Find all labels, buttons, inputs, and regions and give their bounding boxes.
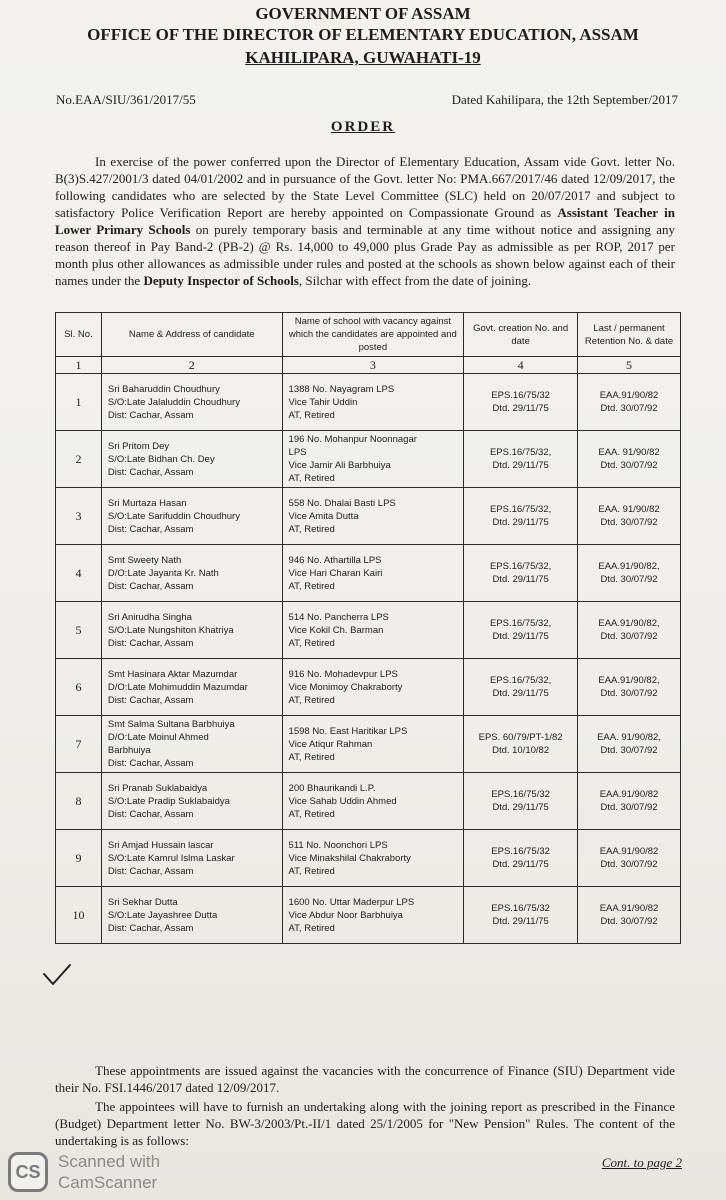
cell-retention-line: EAA.91/90/82 bbox=[599, 390, 659, 401]
para1-text-b: on purely temporary basis and terminable at any time without notice and assigning any reason thereof in Pay Band-2 (PB-2) @ Rs. 14,000 to 49,000 plus Grade Pay as admissible as per ROP, 2017 per month plus other allowances as admissible under rules and posted at the schools as shown below against each of their names under the bbox=[55, 222, 676, 288]
cell-name-line: Sri Murtaza Hasan bbox=[107, 497, 187, 509]
para1-text-a: In exercise of the power conferred upon the Director of Elementary Education, Assam vide Govt. letter No. B(3)S.427/2001/3 dated 04/01/2002 and in pursuance of the Govt. letter No: PMA.667/2017/46 dated 12/09/2017, the following candidates who are selected by the State Level Committee (SLC) held on 20/07/2017 and subject to satisfactory Police Verification Report are hereby appointed on Compassionate Ground as bbox=[55, 154, 675, 220]
cell-retention-line: Dtd. 30/07/92 bbox=[600, 745, 658, 756]
table-column-number-row bbox=[56, 357, 681, 374]
table-row bbox=[56, 374, 681, 431]
cell-creation-line: EPS.16/75/32, bbox=[489, 447, 552, 458]
table-row bbox=[56, 545, 681, 602]
cell-retention bbox=[578, 545, 681, 602]
cell-name-line: Dist: Cachar, Assam bbox=[107, 580, 194, 592]
cell-school-line: AT, Retired bbox=[288, 473, 335, 484]
cell-name-line: Dist: Cachar, Assam bbox=[107, 637, 194, 649]
cell-retention bbox=[578, 374, 681, 431]
cell-retention bbox=[578, 887, 681, 944]
cell-school-line: AT, Retired bbox=[288, 637, 335, 649]
cell-sl: 3 bbox=[56, 488, 102, 545]
cell-creation bbox=[464, 488, 578, 545]
header-creation: Govt. creation No. and date bbox=[464, 313, 578, 357]
cell-retention-line: Dtd. 30/07/92 bbox=[600, 802, 658, 813]
table-body bbox=[56, 374, 681, 944]
cell-retention-line: EAA.91/90/82, bbox=[598, 561, 660, 572]
cell-creation-line: EPS.16/75/32, bbox=[489, 618, 552, 629]
cell-name-line: Dist: Cachar, Assam bbox=[107, 922, 194, 934]
cell-creation-line: Dtd. 29/11/75 bbox=[492, 859, 549, 870]
cell-name-line: Smt Sweety Nath bbox=[107, 554, 182, 566]
cell-school bbox=[282, 374, 464, 431]
cell-sl: 10 bbox=[56, 887, 102, 944]
table-row bbox=[56, 488, 681, 545]
table-header-row bbox=[56, 313, 681, 357]
cell-sl: 7 bbox=[56, 716, 102, 773]
cell-school-line: 558 No. Dhalai Basti LPS bbox=[288, 497, 396, 509]
table-row bbox=[56, 773, 681, 830]
cell-school-line: 916 No. Mohadevpur LPS bbox=[288, 668, 398, 680]
cell-name-line: D/O:Late Moinul Ahmed bbox=[107, 732, 209, 743]
cell-name bbox=[101, 830, 282, 887]
cell-school-line: Vice Monimoy Chakraborty bbox=[288, 681, 403, 693]
header-sl: Sl. No. bbox=[56, 313, 102, 357]
cell-name-line: Barbhuiya bbox=[107, 745, 151, 756]
cell-creation bbox=[464, 659, 578, 716]
cell-name-line: Dist: Cachar, Assam bbox=[107, 409, 194, 421]
table-row bbox=[56, 431, 681, 488]
cell-name bbox=[101, 773, 282, 830]
cell-retention-line: Dtd. 30/07/92 bbox=[600, 631, 658, 642]
cell-school-line: Vice Jamir Ali Barbhuiya bbox=[288, 460, 391, 471]
para1-text-c: , Silchar with effect from the date of joining. bbox=[298, 273, 532, 288]
cell-creation bbox=[464, 602, 578, 659]
cell-school-line: AT, Retired bbox=[288, 694, 335, 706]
cell-creation-line: Dtd. 29/11/75 bbox=[492, 688, 549, 699]
cell-retention-line: Dtd. 30/07/92 bbox=[600, 403, 658, 414]
cell-retention-line: EAA.91/90/82, bbox=[598, 618, 660, 629]
cell-name-line: D/O:Late Jayanta Kr. Nath bbox=[107, 567, 219, 579]
cell-name-line: Sri Pritom Dey bbox=[107, 440, 170, 452]
cell-creation-line: Dtd. 29/11/75 bbox=[492, 916, 549, 927]
cell-school-line: AT, Retired bbox=[288, 922, 335, 934]
cell-creation-line: EPS.16/75/32 bbox=[491, 903, 550, 914]
camscanner-logo-icon: CS bbox=[8, 1152, 48, 1192]
cell-creation-line: EPS.16/75/32 bbox=[491, 390, 550, 401]
cell-school-line: Vice Amita Dutta bbox=[288, 510, 359, 522]
col-number: 2 bbox=[101, 357, 282, 374]
order-paragraph-main bbox=[55, 153, 675, 289]
cell-name-line: Sri Amjad Hussain lascar bbox=[107, 839, 214, 851]
para1-bold-inspector: Deputy Inspector of Schools bbox=[143, 273, 299, 288]
cell-name bbox=[101, 488, 282, 545]
cell-retention-line: EAA.91/90/82 bbox=[599, 903, 659, 914]
cell-school-line: 1600 No. Uttar Maderpur LPS bbox=[288, 896, 415, 908]
cell-sl: 9 bbox=[56, 830, 102, 887]
cell-name-line: S/O:Late Sarifuddin Choudhury bbox=[107, 510, 240, 522]
header-retention: Last / permanent Retention No. & date bbox=[578, 313, 681, 357]
cell-name-line: Dist: Cachar, Assam bbox=[107, 865, 194, 877]
cell-name-line: S/O:Late Bidhan Ch. Dey bbox=[107, 453, 215, 465]
cell-school-line: Vice Atiqur Rahman bbox=[288, 738, 373, 750]
cell-creation bbox=[464, 374, 578, 431]
cell-sl: 1 bbox=[56, 374, 102, 431]
cell-retention-line: EAA.91/90/82 bbox=[599, 846, 659, 857]
cell-school bbox=[282, 830, 464, 887]
cell-creation-line: EPS.16/75/32, bbox=[489, 561, 552, 572]
cell-retention bbox=[578, 659, 681, 716]
cell-creation bbox=[464, 773, 578, 830]
cell-name bbox=[101, 374, 282, 431]
cell-name-line: Dist: Cachar, Assam bbox=[107, 523, 194, 535]
col-number: 3 bbox=[282, 357, 464, 374]
cell-creation-line: Dtd. 29/11/75 bbox=[492, 574, 549, 585]
cell-name-line: Smt Hasinara Aktar Mazumdar bbox=[107, 668, 238, 680]
cell-creation-line: EPS.16/75/32 bbox=[491, 789, 550, 800]
cell-name-line: Dist: Cachar, Assam bbox=[107, 466, 194, 478]
cell-creation-line: EPS.16/75/32, bbox=[489, 675, 552, 686]
cell-creation bbox=[464, 887, 578, 944]
order-title: ORDER bbox=[330, 119, 396, 135]
cell-name-line: Sri Baharuddin Choudhury bbox=[107, 383, 220, 395]
cell-school-line: 511 No. Noonchori LPS bbox=[288, 839, 388, 851]
cell-school-line: AT, Retired bbox=[288, 751, 335, 763]
cell-retention-line: Dtd. 30/07/92 bbox=[600, 460, 658, 471]
cell-retention bbox=[578, 488, 681, 545]
cell-sl: 5 bbox=[56, 602, 102, 659]
cell-school bbox=[282, 545, 464, 602]
cell-school-line: Vice Hari Charan Kairi bbox=[288, 567, 383, 579]
col-number: 1 bbox=[56, 357, 102, 374]
col-number: 5 bbox=[578, 357, 681, 374]
cell-retention-line: Dtd. 30/07/92 bbox=[600, 916, 658, 927]
cell-retention-line: Dtd. 30/07/92 bbox=[600, 574, 658, 585]
table-row bbox=[56, 830, 681, 887]
cell-creation-line: Dtd. 29/11/75 bbox=[492, 631, 549, 642]
cell-school bbox=[282, 602, 464, 659]
cell-name bbox=[101, 716, 282, 773]
cell-retention-line: EAA. 91/90/82 bbox=[598, 504, 660, 515]
cell-creation-line: EPS. 60/79/PT-1/82 bbox=[478, 732, 563, 743]
cell-sl: 2 bbox=[56, 431, 102, 488]
table-row bbox=[56, 659, 681, 716]
cell-name bbox=[101, 431, 282, 488]
cell-retention-line: EAA.91/90/82 bbox=[599, 789, 659, 800]
cell-school-line: 1598 No. East Haritikar LPS bbox=[288, 725, 408, 737]
cell-creation-line: Dtd. 29/11/75 bbox=[492, 460, 549, 471]
cell-retention-line: Dtd. 30/07/92 bbox=[600, 688, 658, 699]
cell-name-line: D/O:Late Mohimuddin Mazumdar bbox=[107, 681, 248, 693]
cell-name-line: S/O:Late Pradip Suklabaidya bbox=[107, 795, 230, 807]
cell-school-line: AT, Retired bbox=[288, 409, 335, 421]
cell-retention bbox=[578, 830, 681, 887]
para1-bold-post: Assistant Teacher in Lower Primary Schools bbox=[55, 205, 675, 237]
header-address: KAHILIPARA, GUWAHATI-19 bbox=[245, 48, 481, 67]
header-name: Name & Address of candidate bbox=[101, 313, 282, 357]
table-row bbox=[56, 887, 681, 944]
order-paragraph-undertaking: The appointees will have to furnish an undertaking along with the joining report as prescribed in the Finance (Budget) Department letter No. BW-3/2003/Pt.-II/1 dated 25/1/2005 for "New Pension" Rules. The content of the undertaking is as follows: bbox=[55, 1099, 675, 1148]
cell-name-line: S/O:Late Kamrul Islma Laskar bbox=[107, 852, 235, 864]
candidates-table bbox=[55, 312, 681, 944]
cell-retention bbox=[578, 431, 681, 488]
cell-creation-line: Dtd. 29/11/75 bbox=[492, 403, 549, 414]
cell-name-line: S/O:Late Jalaluddin Choudhury bbox=[107, 396, 240, 408]
order-paragraph-finance: These appointments are issued against the vacancies with the concurrence of Finance (SIU) Department vide their No. FSI.1446/2017 dated 12/09/2017. bbox=[55, 1063, 675, 1095]
cell-school-line: Vice Minakshilal Chakraborty bbox=[288, 852, 411, 864]
cell-school bbox=[282, 773, 464, 830]
cell-creation-line: Dtd. 29/11/75 bbox=[492, 517, 549, 528]
cell-sl: 4 bbox=[56, 545, 102, 602]
handwritten-check-icon bbox=[42, 962, 72, 988]
cell-retention bbox=[578, 773, 681, 830]
cell-name-line: Dist: Cachar, Assam bbox=[107, 758, 194, 769]
col-number: 4 bbox=[464, 357, 578, 374]
cell-school bbox=[282, 887, 464, 944]
cell-name bbox=[101, 602, 282, 659]
table-row bbox=[56, 716, 681, 773]
header-school: Name of school with vacancy against which the candidates are appointed and posted bbox=[282, 313, 464, 357]
cell-retention-line: Dtd. 30/07/92 bbox=[600, 517, 658, 528]
cell-name-line: Sri Pranab Suklabaidya bbox=[107, 782, 208, 794]
cell-sl: 6 bbox=[56, 659, 102, 716]
cell-name bbox=[101, 887, 282, 944]
cell-name-line: S/O:Late Jayashree Dutta bbox=[107, 909, 218, 921]
cell-name-line: S/O:Late Nungshiton Khatriya bbox=[107, 624, 234, 636]
table-row bbox=[56, 602, 681, 659]
cell-sl: 8 bbox=[56, 773, 102, 830]
reference-date: Dated Kahilipara, the 12th September/2017 bbox=[451, 92, 678, 107]
cell-school-line: Vice Tahir Uddin bbox=[288, 396, 358, 408]
cell-school-line: Vice Sahab Uddin Ahmed bbox=[288, 795, 397, 807]
cell-name-line: Dist: Cachar, Assam bbox=[107, 694, 194, 706]
cell-creation-line: Dtd. 29/11/75 bbox=[492, 802, 549, 813]
cell-school-line: Vice Kokil Ch. Barman bbox=[288, 624, 384, 636]
cell-creation-line: Dtd. 10/10/82 bbox=[492, 745, 550, 756]
cell-name-line: Sri Sekhar Dutta bbox=[107, 896, 178, 908]
cell-school-line: Vice Abdur Noor Barbhuiya bbox=[288, 909, 403, 921]
cell-school-line: 514 No. Pancherra LPS bbox=[288, 611, 389, 623]
cell-school bbox=[282, 431, 464, 488]
cell-name-line: Sri Anirudha Singha bbox=[107, 611, 192, 623]
cell-retention bbox=[578, 716, 681, 773]
cell-name-line: Dist: Cachar, Assam bbox=[107, 808, 194, 820]
header-office: OFFICE OF THE DIRECTOR OF ELEMENTARY EDUCATION, ASSAM bbox=[87, 25, 639, 44]
cell-retention-line: Dtd. 30/07/92 bbox=[600, 859, 658, 870]
cell-name bbox=[101, 659, 282, 716]
cell-school-line: 196 No. Mohanpur Noonnagar bbox=[288, 434, 417, 445]
cell-retention-line: EAA. 91/90/82 bbox=[598, 447, 660, 458]
cell-creation bbox=[464, 830, 578, 887]
cell-school-line: LPS bbox=[288, 447, 307, 458]
cell-name bbox=[101, 545, 282, 602]
header-government: GOVERNMENT OF ASSAM bbox=[255, 4, 471, 23]
cell-creation bbox=[464, 431, 578, 488]
cell-creation-line: EPS.16/75/32, bbox=[489, 504, 552, 515]
cell-school-line: 200 Bhaurikandi L.P. bbox=[288, 782, 376, 794]
cell-school-line: 946 No. Athartilla LPS bbox=[288, 554, 382, 566]
cell-school-line: AT, Retired bbox=[288, 808, 335, 820]
reference-number: No.EAA/SIU/361/2017/55 bbox=[56, 92, 196, 107]
watermark-line1: Scanned with bbox=[58, 1152, 161, 1171]
cell-school-line: AT, Retired bbox=[288, 865, 335, 877]
watermark-line2: CamScanner bbox=[58, 1173, 158, 1192]
cell-school-line: AT, Retired bbox=[288, 523, 335, 535]
cell-name-line: Smt Salma Sultana Barbhuiya bbox=[107, 719, 235, 730]
continuation-note: Cont. to page 2 bbox=[601, 1155, 682, 1170]
cell-school bbox=[282, 488, 464, 545]
cell-creation bbox=[464, 545, 578, 602]
cell-school-line: AT, Retired bbox=[288, 580, 335, 592]
cell-school bbox=[282, 659, 464, 716]
cell-school bbox=[282, 716, 464, 773]
cell-school-line: 1388 No. Nayagram LPS bbox=[288, 383, 395, 395]
camscanner-watermark bbox=[58, 1151, 160, 1193]
cell-retention-line: EAA. 91/90/82, bbox=[597, 732, 661, 743]
cell-creation-line: EPS.16/75/32 bbox=[491, 846, 550, 857]
cell-creation bbox=[464, 716, 578, 773]
cell-retention bbox=[578, 602, 681, 659]
cell-retention-line: EAA.91/90/82, bbox=[598, 675, 660, 686]
